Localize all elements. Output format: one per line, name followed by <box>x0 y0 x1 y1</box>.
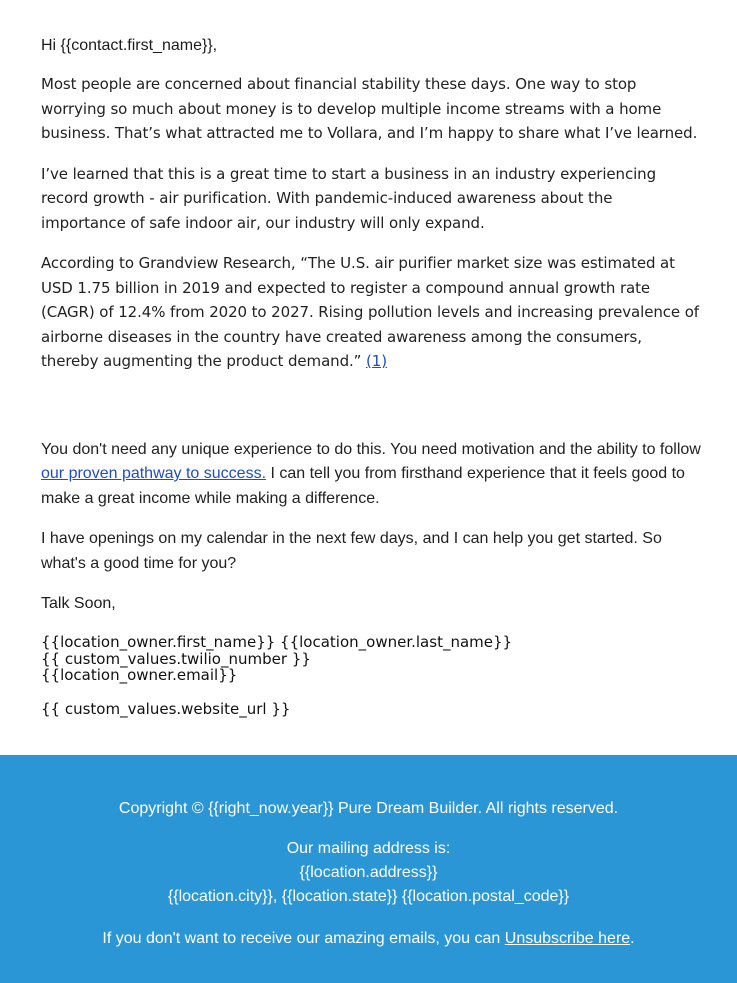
footer-address-line2: {{location.city}}, {{location.state}} {{location.postal_code}} <box>167 888 570 905</box>
signature-email: {{location_owner.email}} <box>41 666 238 684</box>
email-body <box>41 34 701 718</box>
citation-link[interactable]: (1) <box>366 352 387 370</box>
signature-name: {{location_owner.first_name}} {{location_owner.last_name}} <box>41 633 513 651</box>
experience-text-after: I can tell you from firsthand experience that it feels good to make a great income while making a difference. <box>41 465 685 507</box>
footer-copyright: Copyright © {{right_now.year}} Pure Dream Builder. All rights reserved. <box>118 800 619 817</box>
greeting: Hi {{contact.first_name}}, <box>41 37 218 54</box>
unsubscribe-link[interactable]: Unsubscribe here <box>504 930 631 947</box>
paragraph-grandview-quote <box>41 251 701 374</box>
signature-block <box>41 634 701 684</box>
paragraph-air-purification: I’ve learned that this is a great time to start a business in an industry experiencing record growth - air purification. With pandemic-induced awareness about the importance of safe indoor air, our industry will only expand. <box>41 164 657 232</box>
proven-pathway-link[interactable]: our proven pathway to success. <box>41 465 267 482</box>
footer-address-line1: {{location.address}} <box>299 864 438 881</box>
signature-phone: {{ custom_values.twilio_number }} <box>41 649 311 668</box>
footer-unsubscribe-line <box>0 929 737 949</box>
paragraph-experience <box>41 438 701 512</box>
signoff: Talk Soon, <box>41 595 116 612</box>
paragraph-financial-stability: Most people are concerned about financial stability these days. One way to stop worrying so much about money is to develop multiple income streams with a home business. That’s what attracted me to Vollara, and I’m happy to share what I’ve learned. <box>41 75 698 142</box>
spacer <box>41 390 701 438</box>
signature-website: {{ custom_values.website_url }} <box>41 699 291 718</box>
paragraph-calendar: I have openings on my calendar in the next few days, and I can help you get started. So what's a good time for you? <box>41 530 662 572</box>
footer-mailing-heading: Our mailing address is: <box>286 840 451 857</box>
experience-text-before: You don't need any unique experience to do this. You need motivation and the ability to follow <box>41 440 701 458</box>
email-footer <box>0 755 737 983</box>
unsubscribe-period: . <box>630 930 635 947</box>
unsubscribe-text: If you don't want to receive our amazing emails, you can <box>102 930 501 947</box>
grandview-quote-text: According to Grandview Research, “The U.S. air purifier market size was estimated at USD 1.75 billion in 2019 and expected to register a compound annual growth rate (CAGR) of 12.4% from 2020 to 2027. Rising pollution levels and increasing prevalence of airborne diseases in the country have created awareness among the consumers, thereby augmenting the product demand.” <box>41 254 699 370</box>
